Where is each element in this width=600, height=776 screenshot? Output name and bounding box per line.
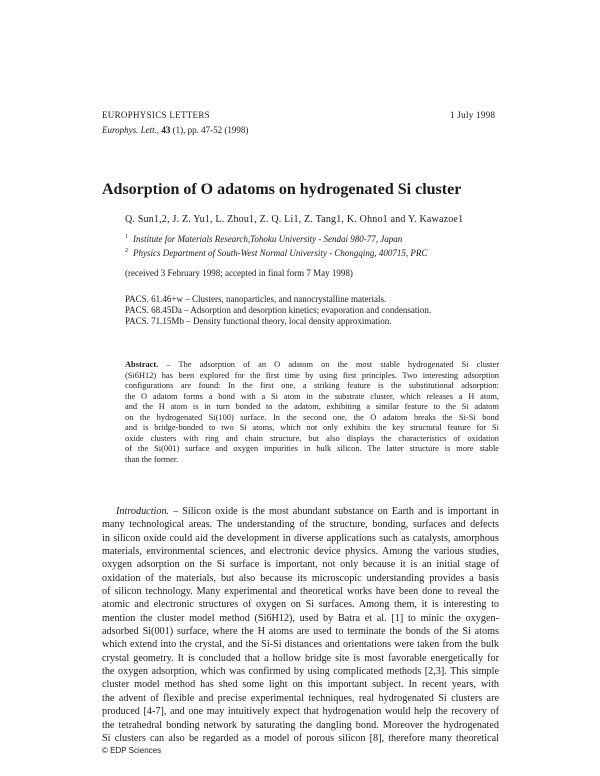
received-dates: (received 3 February 1998; accepted in final form 7 May 1998) <box>125 268 353 278</box>
citation-volume: 43 <box>161 125 171 135</box>
journal-header: EUROPHYSICS LETTERS <box>102 110 210 120</box>
citation-pages: (1), pp. 47-52 (1998) <box>170 125 249 135</box>
pacs-item: PACS. 61.46+w – Clusters, nanoparticles, and nanocrystalline materials. <box>125 294 387 304</box>
citation-journal: Europhys. Lett. <box>102 125 157 135</box>
introduction: Introduction. – Silicon oxide is the most abundant substance on Earth and is important in many technological areas. The understanding of the structure, bonding, surfaces and defects in silicon oxide could aid the development in diverse applications such as catalysts, amorphous materials, environmental sciences, and electronic device physics. Among the various studies, oxygen adsorption on the Si surface is important, not only because it is an initial stage of oxidation of the materials, but also because its microscopic understanding provides a basis of silicon technology. Many experimental and theoretical works have been done to reveal the atomic and electronic structures of oxygen on Si surfaces. Among them, it is interesting to mention the cluster model method (Si6H12), used by Batra et al. [1] to minic the oxygen- adsorbed Si(001) surface, where the H atoms are used to terminate the bonds of the Si atoms which extend into the crystal, and the Si-Si distances and orientations were taken from the bulk crystal geometry. It is concluded that a hollow bridge site is most favorable energetically for the oxygen adsorption, which was confirmed by using complicated methods [2,3]. This simple cluster model method has shed some light on this important subject. In recent years, with the advent of flexible and precise experimental techniques, real hydrogenated Si clusters are produced [4-7], and one may intuitively expect that hydrogenation would help the recovery of the tetrahedral bonding network by saturating the dangling bond. Moreover the hydrogenated Si clusters can also be regarded as a model of porous silicon [8], therefore many theoretical <box>102 506 499 744</box>
intro-label: Introduction. <box>116 506 170 517</box>
issue-date: 1 July 1998 <box>450 110 496 120</box>
copyright-footer: © EDP Sciences <box>102 746 162 755</box>
abstract-label: Abstract. <box>125 360 159 369</box>
affiliation-1: $^1$ Institute for Materials Research,Tohoku University - Sendai 980-77, Japan <box>125 234 403 244</box>
citation: Europhys. Lett., 43 (1), pp. 47-52 (1998) <box>102 125 249 135</box>
pacs-list <box>125 294 431 327</box>
paper-title: Adsorption of O adatoms on hydrogenated Si cluster <box>102 181 462 198</box>
affiliations <box>125 231 427 259</box>
pacs-item: PACS. 68.45Da – Adsorption and desorption kinetics; evaporation and condensation. <box>125 305 432 315</box>
pacs-item: PACS. 71.15Mb – Density functional theory, local density approximation. <box>125 316 392 326</box>
author-list <box>125 214 463 225</box>
authors-text: Q. Sun1,2, J. Z. Yu1, L. Zhou1, Z. Q. Li1, Z. Tang1, K. Ohno1 and Y. Kawazoe1 <box>125 214 464 225</box>
abstract: Abstract. – The adsorption of an O adatom on the most stable hydrogenated Si cluster (Si6H12) has been explored for the first time by using first principles. Two interesting adsorption configurations are found: In the first one, a striking feature is the substitutional adsorption: the O adatom forms a bond with a Si atom in the substrate cluster, which releases a H atom, and the H atom is in turn bonded to the adatom, exhibiting a similar feature to the Si adatom on the hydrogenated Si(100) surface. In the second one, the O adatom breaks the Si-Si bond and is bridge-bonded to two Si atoms, which not only exhibits the key structural feature for Si oxide clusters with ring and chain structure, but also displays the characteristics of oxidation of the Si(001) surface and oxygen impurities in bulk silicon. The latter structure is more stable than the former. <box>125 360 499 464</box>
affiliation-2: $^2$ Physics Department of South-West Normal University - Chongqing, 400715, PRC <box>125 248 428 258</box>
